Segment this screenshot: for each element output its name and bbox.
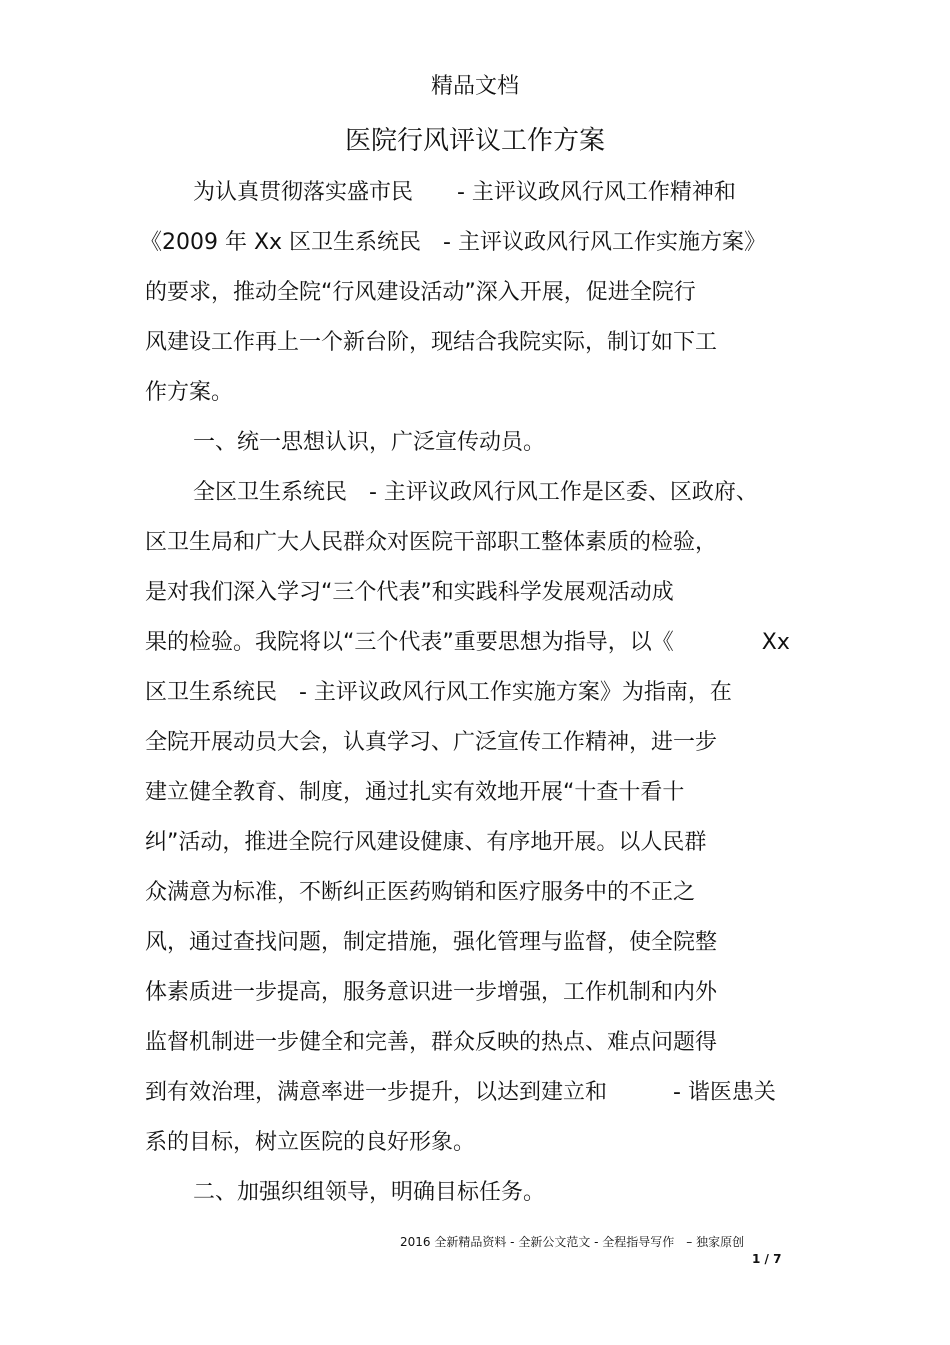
body-line-15: 众满意为标准，不断纠正医药购销和医疗服务中的不正之 bbox=[145, 880, 696, 905]
body-line-19: 到有效治理，满意率进一步提升，以达到建立和 - 谐医患关 bbox=[145, 1080, 776, 1105]
body-line-11: 区卫生系统民 - 主评议政风行风工作实施方案》为指南，在 bbox=[145, 680, 732, 705]
body-line-14: 纠”活动，推进全院行风建设健康、有序地开展。以人民群 bbox=[145, 830, 707, 855]
body-line-20: 系的目标，树立医院的良好形象。 bbox=[145, 1130, 476, 1155]
body-line-8: 区卫生局和广大人民群众对医院干部职工整体素质的检验， bbox=[145, 530, 718, 555]
page-number: 1 / 7 bbox=[752, 1252, 782, 1266]
body-line-18: 监督机制进一步健全和完善，群众反映的热点、难点问题得 bbox=[145, 1030, 718, 1055]
body-line-1: 为认真贯彻落实盛市民 - 主评议政风行风工作精神和 bbox=[193, 180, 736, 205]
section-heading-1: 一、统一思想认识，广泛宣传动员。 bbox=[193, 430, 546, 455]
body-line-17: 体素质进一步提高，服务意识进一步增强，工作机制和内外 bbox=[145, 980, 718, 1005]
body-line-10: 果的检验。我院将以“三个代表”重要思想为指导，以《 Xx bbox=[145, 630, 790, 655]
body-line-5: 作方案。 bbox=[145, 380, 234, 405]
body-line-13: 建立健全教育、制度，通过扎实有效地开展“十查十看十 bbox=[145, 780, 685, 805]
body-line-12: 全院开展动员大会，认真学习、广泛宣传工作精神，进一步 bbox=[145, 730, 718, 755]
section-heading-2: 二、加强织组领导，明确目标任务。 bbox=[193, 1180, 546, 1205]
page-header: 精品文档 bbox=[430, 74, 519, 99]
body-line-9: 是对我们深入学习“三个代表”和实践科学发展观活动成 bbox=[145, 580, 674, 605]
body-line-16: 风，通过查找问题，制定措施，强化管理与监督，使全院整 bbox=[145, 930, 718, 955]
document-title: 医院行风评议工作方案 bbox=[344, 126, 605, 156]
body-line-7: 全区卫生系统民 - 主评议政风行风工作是区委、区政府、 bbox=[193, 480, 758, 505]
body-line-3: 的要求，推动全院“行风建设活动”深入开展，促进全院行 bbox=[145, 280, 696, 305]
body-line-4: 风建设工作再上一个新台阶，现结合我院实际，制订如下工 bbox=[145, 330, 718, 355]
page-footer: 2016 全新精品资料 - 全新公文范文 - 全程指导写作 – 独家原创 bbox=[400, 1235, 745, 1249]
body-line-2: 《2009 年 Xx 区卫生系统民 - 主评议政风行风工作实施方案》 bbox=[140, 230, 766, 255]
